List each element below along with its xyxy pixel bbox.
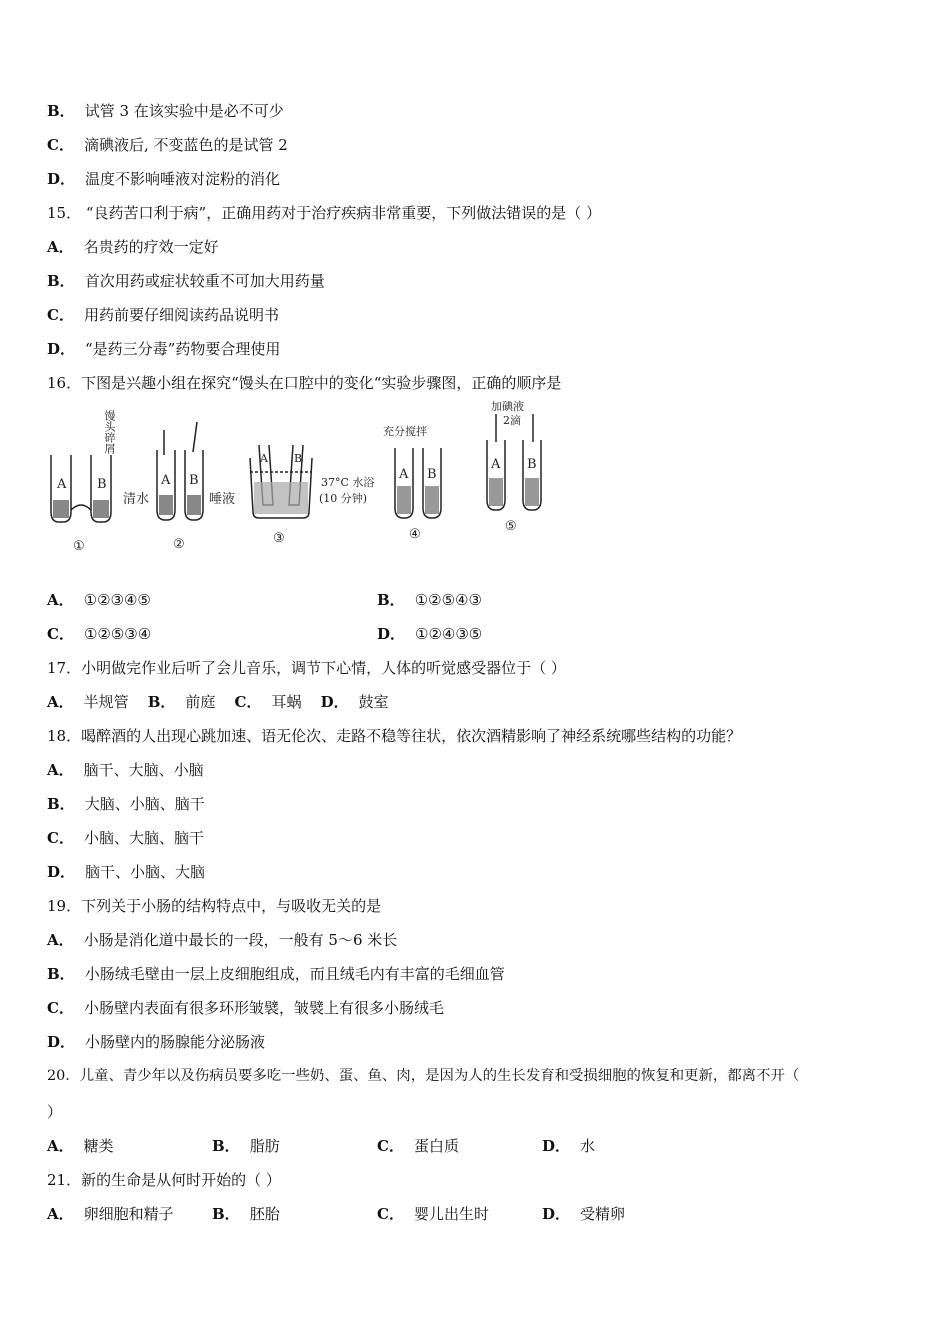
step5-sublabel: 2滴 — [503, 414, 521, 427]
step1-label — [72, 409, 116, 455]
q20-option-c — [377, 1136, 459, 1156]
option-label: B． — [147, 693, 176, 711]
q20-option-b — [212, 1136, 280, 1156]
option-text: 耳蜗 — [271, 693, 302, 711]
q18-option-a — [47, 760, 204, 780]
step3-label: 37°C 水浴 — [321, 476, 375, 489]
option-text: 滴碘液后, 不变蓝色的是试管 2 — [83, 136, 288, 154]
tube-b-label: B — [97, 477, 107, 492]
option-text: ①②③④⑤ — [83, 591, 151, 609]
q21-option-c — [377, 1204, 489, 1224]
option-label: A． — [47, 591, 74, 609]
option-text: ①②⑤④③ — [414, 591, 482, 609]
option-text: “是药三分毒”药物要合理使用 — [85, 340, 281, 358]
option-label: D． — [542, 1137, 571, 1155]
step4-tubes — [395, 448, 441, 518]
q18-stem: 18．喝醉酒的人出现心跳加速、语无伦次、走路不稳等往状，依次酒精影响了神经系统哪些结构的功能？ — [47, 727, 742, 745]
option-label: C． — [47, 136, 74, 154]
q16-stem: 16．下图是兴趣小组在探究“馒头在口腔中的变化“实验步骤图，正确的顺序是 — [47, 374, 562, 392]
option-label: B． — [212, 1137, 240, 1155]
q14-option-d — [47, 169, 280, 189]
option-label: D． — [47, 170, 76, 188]
option-label: D． — [377, 625, 406, 643]
option-text: 受精卵 — [580, 1205, 626, 1223]
option-label: A． — [47, 761, 74, 779]
q20-option-d — [542, 1136, 595, 1156]
option-text: 首次用药或症状较重不可加大用药量 — [84, 272, 325, 290]
q16-option-a — [47, 590, 151, 610]
q17-stem: 17．小明做完作业后听了会儿音乐，调节下心情，人体的听觉感受器位于（ ） — [47, 659, 566, 677]
step3-tube-a: A — [260, 452, 268, 465]
option-label: A． — [47, 693, 74, 711]
option-text: 大脑、小脑、脑干 — [84, 795, 205, 813]
step-number-2: ② — [173, 537, 185, 552]
option-text: 蛋白质 — [413, 1137, 459, 1155]
q15-option-a — [47, 237, 219, 257]
option-label: D． — [542, 1205, 571, 1223]
experiment-steps-diagram — [45, 400, 565, 558]
q18-option-d — [47, 862, 205, 882]
option-label: C． — [47, 625, 74, 643]
step-number-1: ① — [73, 539, 85, 554]
step-number-4: ④ — [409, 527, 421, 542]
option-label: C． — [377, 1205, 404, 1223]
option-label: C． — [377, 1137, 404, 1155]
option-text: 半规管 — [83, 693, 129, 711]
option-label: B． — [47, 272, 75, 290]
option-label: C． — [47, 306, 74, 324]
q19-option-d — [47, 1032, 265, 1052]
q15-option-d — [47, 339, 280, 359]
option-text: 小肠绒毛壁由一层上皮细胞组成，而且绒毛内有丰富的毛细血管 — [84, 965, 505, 983]
option-label: B． — [47, 965, 75, 983]
q14-option-c — [47, 135, 288, 155]
step5-label: 加碘液 — [491, 400, 524, 413]
option-text: 胚胎 — [249, 1205, 280, 1223]
q16-experiment-figure — [45, 400, 565, 558]
step4-tube-a: A — [399, 467, 409, 482]
step2-tube-b: B — [189, 473, 199, 488]
option-text: 卵细胞和精子 — [83, 1205, 174, 1223]
q20-stem-continuation: ） — [47, 1103, 63, 1121]
option-label: D． — [320, 693, 349, 711]
option-label: B． — [47, 102, 75, 120]
option-text: 小脑、大脑、脑干 — [83, 829, 204, 847]
q19-option-b — [47, 964, 505, 984]
option-text: 小肠壁内表面有很多环形皱襞，皱襞上有很多小肠绒毛 — [83, 999, 444, 1017]
option-text: 小肠壁内的肠腺能分泌肠液 — [85, 1033, 266, 1051]
option-label: D． — [47, 863, 76, 881]
step5-tube-b: B — [527, 457, 537, 472]
q15-stem: 15． “良药苦口利于病”，正确用药对于治疗疾病非常重要，下列做法错误的是（ ） — [47, 204, 601, 222]
option-text: 水 — [580, 1137, 596, 1155]
step3-sublabel: (10 分钟) — [319, 492, 368, 505]
option-label: C． — [47, 999, 74, 1017]
q20-stem: 20．儿童、青少年以及伤病员要多吃一些奶、蛋、鱼、肉，是因为人的生长发育和受损细胞的恢复和更新，都离不开（ — [47, 1068, 800, 1084]
q15-option-b — [47, 271, 325, 291]
q19-stem: 19．下列关于小肠的结构特点中，与吸收无关的是 — [47, 897, 382, 915]
option-text: 糖类 — [83, 1137, 114, 1155]
option-text: 脑干、大脑、小脑 — [83, 761, 204, 779]
step-number-5: ⑤ — [505, 519, 517, 534]
option-text: 用药前要仔细阅读药品说明书 — [83, 306, 279, 324]
step5-tube-a: A — [491, 457, 501, 472]
q15-option-c — [47, 305, 279, 325]
step4-label: 充分搅拌 — [383, 425, 427, 438]
option-label: A． — [47, 1205, 74, 1223]
option-label: B． — [377, 591, 405, 609]
step1-label-text: 馒头碎屑 — [72, 410, 116, 423]
q16-option-d — [377, 624, 482, 644]
option-label: C． — [234, 693, 262, 711]
q17-options — [47, 692, 389, 712]
option-text: 温度不影响唾液对淀粉的消化 — [85, 170, 281, 188]
option-text: ①②④③⑤ — [415, 625, 483, 643]
tube-a-label: A — [57, 477, 67, 492]
step2-left-label: 清水 — [123, 492, 150, 507]
option-text: 脂肪 — [249, 1137, 280, 1155]
option-text: 婴儿出生时 — [413, 1205, 489, 1223]
option-text: 试管 3 在该实验中是必不可少 — [84, 102, 284, 120]
option-label: A． — [47, 1137, 74, 1155]
step-number-3: ③ — [273, 531, 285, 546]
q20-option-a — [47, 1136, 114, 1156]
step3-tube-b: B — [294, 452, 303, 465]
q14-option-b — [47, 101, 284, 121]
step2-right-label: 唾液 — [209, 492, 236, 507]
q18-option-c — [47, 828, 204, 848]
step4-tube-b: B — [427, 467, 437, 482]
option-text: 小肠是消化道中最长的一段，一般有 5～6 米长 — [83, 931, 398, 949]
q18-option-b — [47, 794, 205, 814]
q19-option-c — [47, 998, 444, 1018]
option-text: ①②⑤③④ — [83, 625, 152, 643]
option-label: D． — [47, 340, 76, 358]
option-label: A． — [47, 238, 74, 256]
option-text: 脑干、小脑、大脑 — [85, 863, 206, 881]
option-label: C． — [47, 829, 74, 847]
step2-tube-a: A — [161, 473, 171, 488]
option-text: 名贵药的疗效一定好 — [83, 238, 219, 256]
option-text: 前庭 — [185, 693, 216, 711]
option-label: B． — [212, 1205, 240, 1223]
q21-option-d — [542, 1204, 625, 1224]
q21-option-a — [47, 1204, 174, 1224]
option-text: 鼓室 — [358, 693, 389, 711]
step2-tubes — [157, 422, 203, 520]
q16-option-b — [377, 590, 482, 610]
option-label: A． — [47, 931, 74, 949]
q16-option-c — [47, 624, 151, 644]
q21-stem: 21．新的生命是从何时开始的（ ） — [47, 1171, 281, 1189]
q21-option-b — [212, 1204, 280, 1224]
q19-option-a — [47, 930, 397, 950]
option-label: B． — [47, 795, 75, 813]
option-label: D． — [47, 1033, 76, 1051]
